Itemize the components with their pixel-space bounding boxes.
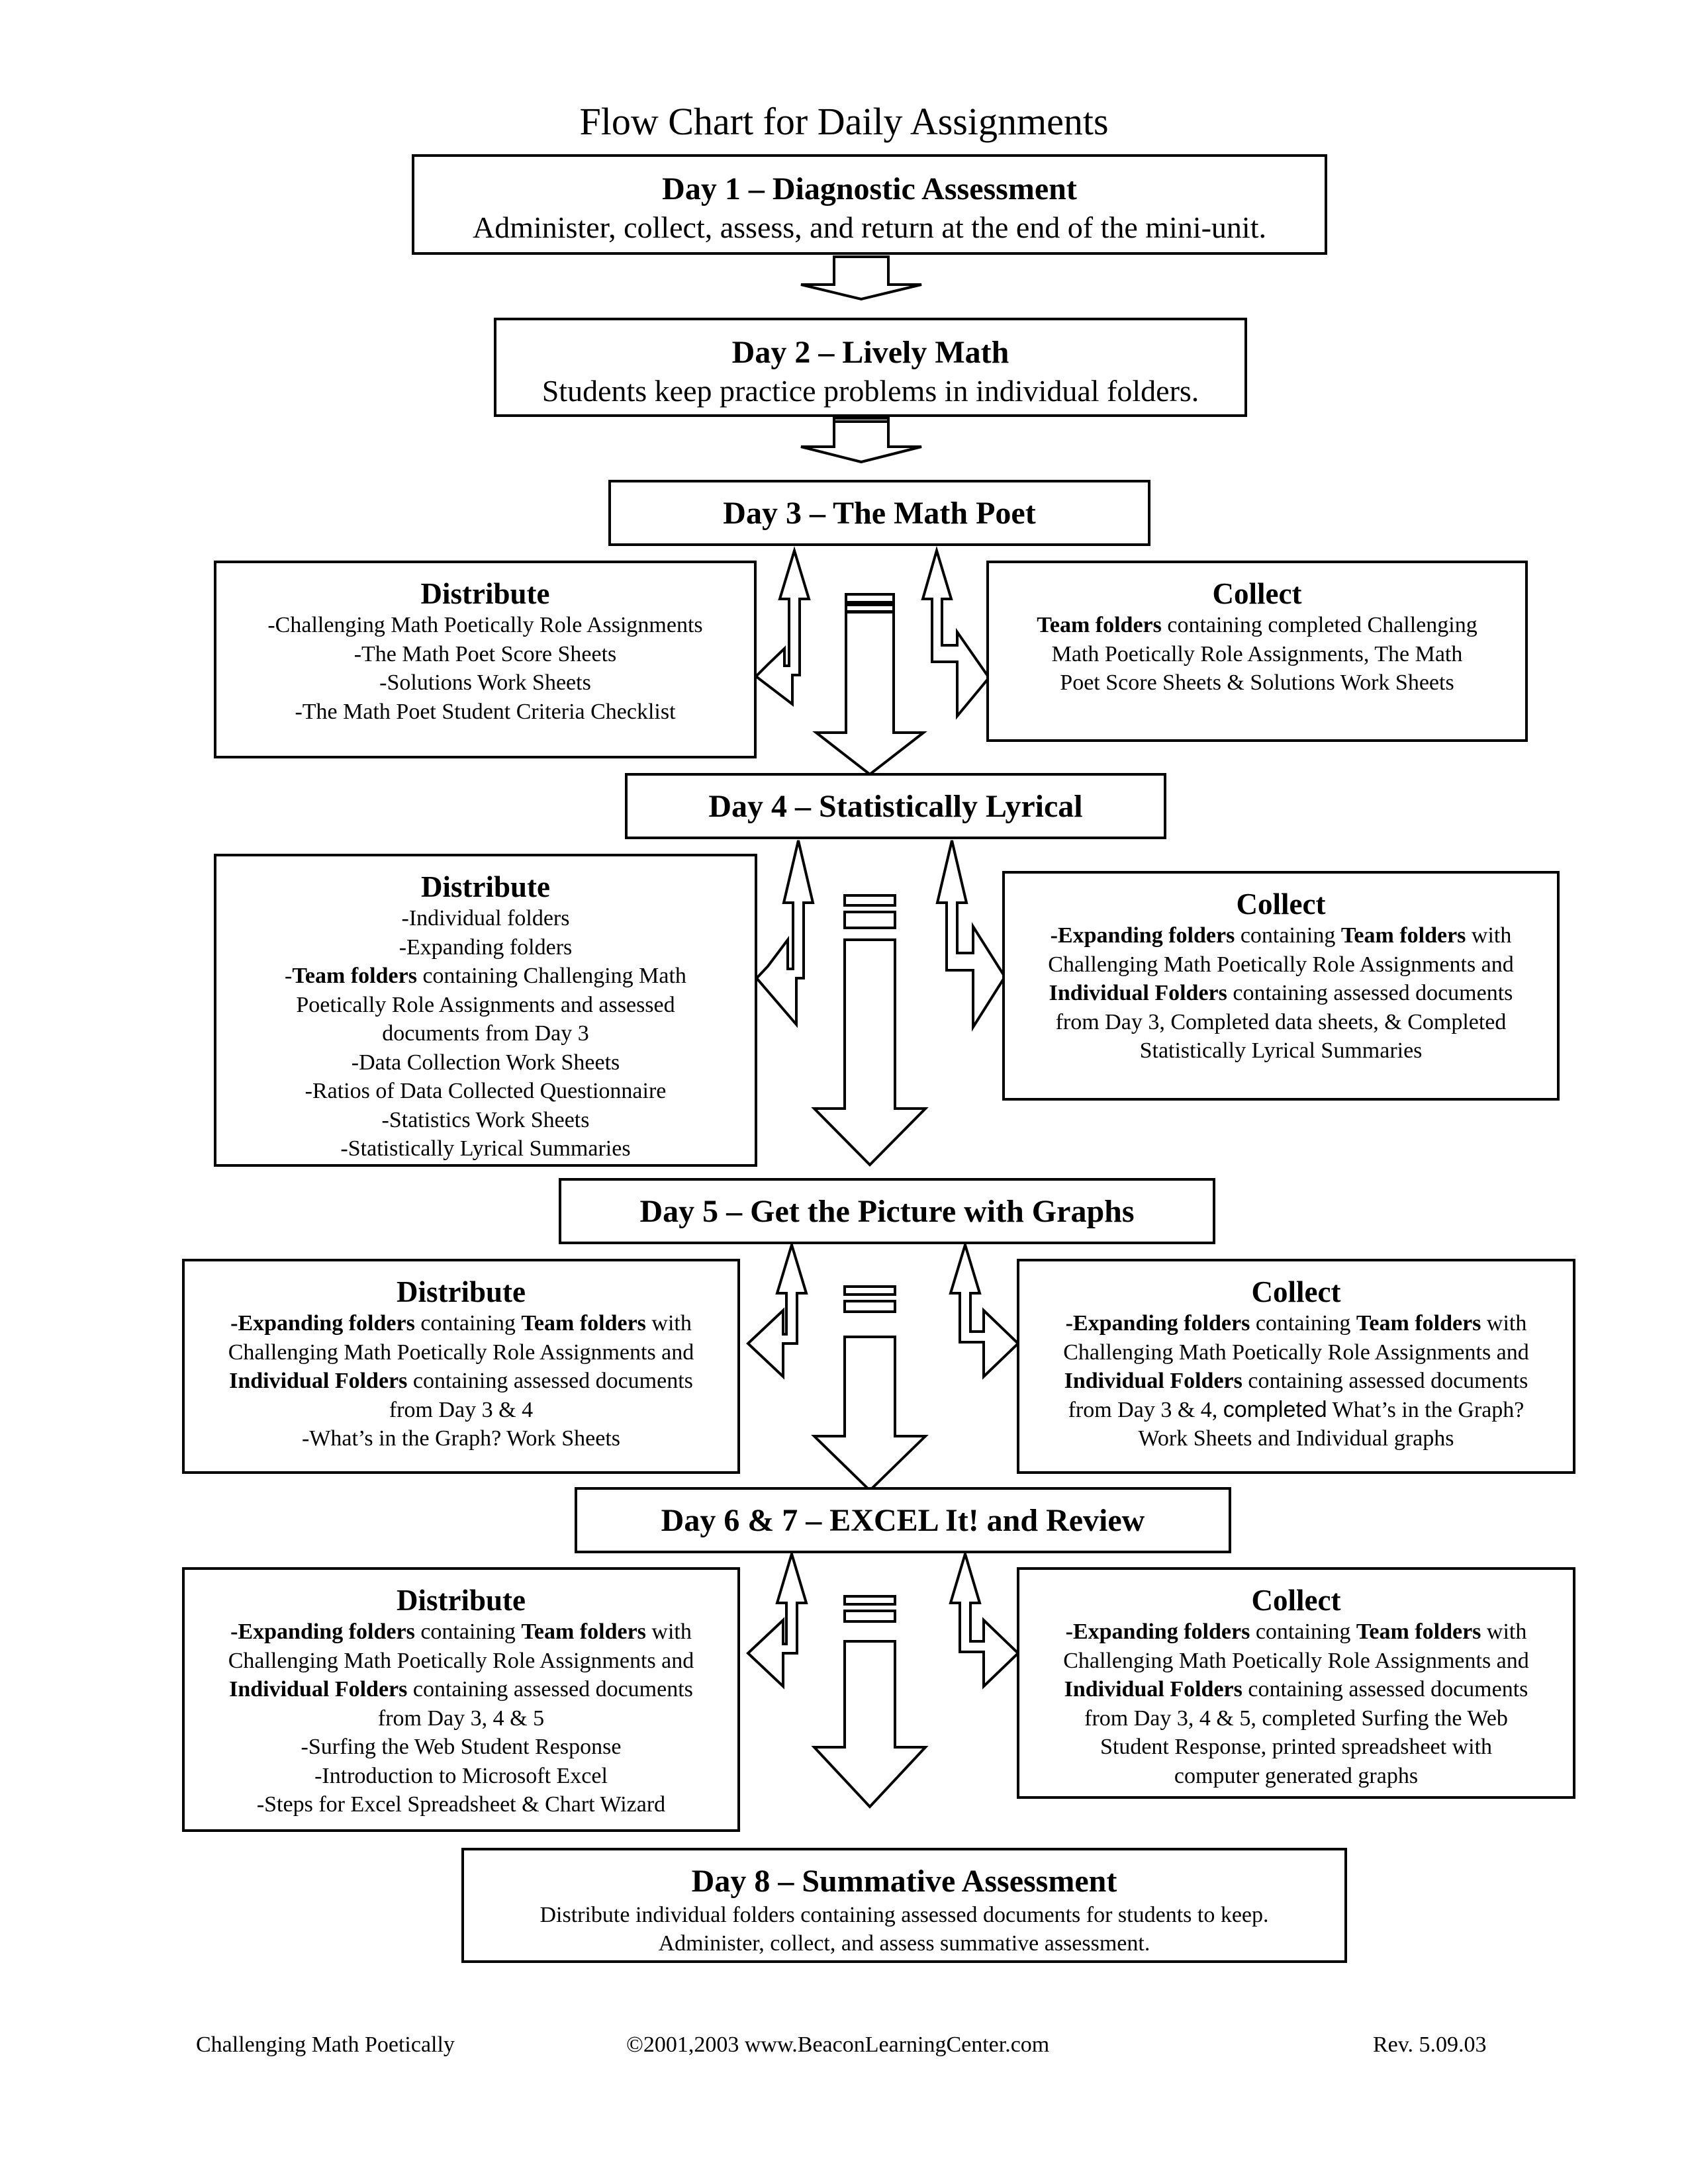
day67-collect-box [1017, 1567, 1575, 1799]
down-arrow-day4-day5 [814, 940, 925, 1165]
day4-distribute-box [214, 854, 757, 1167]
day5-distribute-box [182, 1259, 740, 1474]
day67-heading: Day 6 & 7 – EXCEL It! and Review [661, 1503, 1145, 1538]
day3-collect-line: Team folders containing completed Challenging [1037, 613, 1477, 637]
day67-distribute-heading: Distribute [397, 1584, 526, 1617]
day5-distribute-line: Individual Folders containing assessed documents [229, 1369, 693, 1393]
page-title: Flow Chart for Daily Assignments [579, 100, 1109, 143]
day67-distribute-line: from Day 3, 4 & 5 [377, 1706, 545, 1731]
day5-distribute-line: Challenging Math Poetically Role Assignments and [228, 1340, 694, 1365]
day3-collect-line: Poet Score Sheets & Solutions Work Sheets [1060, 670, 1454, 695]
day3-box [608, 480, 1150, 546]
day67-box [575, 1487, 1231, 1553]
day67-distribute-line: Individual Folders containing assessed documents [229, 1677, 693, 1702]
day3-collect-box [986, 561, 1528, 742]
day4-heading: Day 4 – Statistically Lyrical [708, 789, 1083, 824]
day3-distribute-item: -The Math Poet Score Sheets [353, 641, 617, 666]
day8-line: Distribute individual folders containing assessed documents for students to keep. [539, 1903, 1269, 1927]
day67-distribute-line: -Expanding folders containing Team folders with [230, 1619, 692, 1644]
day67-distribute-box [182, 1567, 740, 1832]
day67-collect-heading: Collect [1251, 1584, 1341, 1617]
day3-collect-line: Math Poetically Role Assignments, The Math [1051, 641, 1463, 666]
day5-collect-line: Individual Folders containing assessed documents [1064, 1369, 1528, 1393]
day5-distribute-heading: Distribute [397, 1275, 526, 1308]
day4-box [625, 773, 1166, 839]
day8-line: Administer, collect, and assess summative assessment. [658, 1931, 1150, 1956]
day3-distribute-box [214, 561, 757, 758]
day67-collect-line: from Day 3, 4 & 5, completed Surfing the Web [1084, 1706, 1508, 1731]
day4-distribute-item: documents from Day 3 [382, 1021, 589, 1046]
day5-collect-heading: Collect [1251, 1275, 1341, 1308]
day3-distribute-heading: Distribute [420, 577, 550, 610]
day5-collect-line: -Expanding folders containing Team folders with [1065, 1311, 1527, 1336]
day5-collect-line: Challenging Math Poetically Role Assignments and [1063, 1340, 1529, 1365]
down-arrow-day3-day4 [816, 612, 923, 774]
day4-distribute-item: Poetically Role Assignments and assessed [296, 992, 675, 1017]
connector-left-day3 [756, 551, 809, 704]
down-arrow-day67-day8 [814, 1641, 925, 1807]
day4-distribute-heading: Distribute [421, 870, 550, 903]
day5-distribute-line: -Expanding folders containing Team folders with [230, 1311, 692, 1336]
day67-distribute-line: -Steps for Excel Spreadsheet & Chart Wizard [256, 1792, 666, 1817]
day2-heading: Day 2 – Lively Math [731, 335, 1009, 370]
down-arrow-day1-day2 [801, 257, 921, 299]
day5-distribute-line: from Day 3 & 4 [389, 1397, 534, 1422]
day67-distribute-line: -Surfing the Web Student Response [301, 1735, 622, 1759]
connector-left-day5 [748, 1245, 806, 1377]
day4-collect-line: Individual Folders containing assessed documents [1049, 981, 1513, 1005]
day4-distribute-item: -Expanding folders [399, 934, 573, 960]
day67-collect-line: Challenging Math Poetically Role Assignments and [1063, 1648, 1529, 1673]
day67-collect-line: -Expanding folders containing Team folders with [1065, 1619, 1527, 1644]
connector-left-day4 [757, 841, 813, 1024]
day4-collect-line: Challenging Math Poetically Role Assignments and [1048, 952, 1514, 977]
day67-distribute-line: -Introduction to Microsoft Excel [314, 1763, 608, 1788]
connector-right-day3 [923, 551, 989, 716]
day4-distribute-item: -Data Collection Work Sheets [351, 1050, 620, 1075]
day1-heading: Day 1 – Diagnostic Assessment [662, 171, 1077, 206]
day67-distribute-line: Challenging Math Poetically Role Assignments and [228, 1648, 694, 1673]
day3-collect-heading: Collect [1212, 577, 1302, 610]
day5-collect-line: from Day 3 & 4, completed What’s in the Graph? [1068, 1396, 1524, 1422]
day4-distribute-item: -Team folders containing Challenging Math [285, 964, 686, 988]
day4-distribute-item: -Statistically Lyrical Summaries [340, 1136, 631, 1161]
connector-right-day5 [951, 1245, 1018, 1377]
connector-left-day67 [748, 1554, 806, 1686]
day67-collect-line: Individual Folders containing assessed documents [1064, 1677, 1528, 1702]
day5-heading: Day 5 – Get the Picture with Graphs [639, 1194, 1135, 1229]
day67-collect-line: Student Response, printed spreadsheet with [1100, 1735, 1493, 1759]
day4-distribute-item: -Ratios of Data Collected Questionnaire [305, 1079, 667, 1103]
down-arrow-day2-day3 [801, 418, 921, 462]
connector-right-day4 [937, 841, 1005, 1027]
day5-box [559, 1178, 1215, 1244]
day8-box [461, 1848, 1347, 1963]
day4-collect-line: -Expanding folders containing Team folders with [1050, 923, 1512, 948]
footer-right: Rev. 5.09.03 [1373, 2032, 1487, 2057]
footer-center: ©2001,2003 www.BeaconLearningCenter.com [626, 2032, 1050, 2057]
day1-text: Administer, collect, assess, and return at the end of the mini-unit. [473, 210, 1266, 244]
team-folders-label: Team folders [1037, 613, 1162, 637]
day67-collect-line: computer generated graphs [1174, 1763, 1419, 1788]
connector-right-day67 [951, 1554, 1018, 1686]
day5-collect-box [1017, 1259, 1575, 1474]
day2-text: Students keep practice problems in individual folders. [541, 374, 1199, 408]
day3-distribute-item: -The Math Poet Student Criteria Checklist [295, 699, 676, 724]
day4-collect-line: Statistically Lyrical Summaries [1139, 1038, 1423, 1063]
day5-collect-line: Work Sheets and Individual graphs [1138, 1426, 1454, 1451]
down-arrow-day5-day67 [814, 1337, 925, 1490]
day4-collect-heading: Collect [1236, 887, 1326, 921]
day4-collect-line: from Day 3, Completed data sheets, & Completed [1055, 1009, 1507, 1034]
day5-distribute-line: -What’s in the Graph? Work Sheets [301, 1426, 620, 1451]
day4-distribute-item: -Individual folders [401, 906, 570, 931]
day8-heading: Day 8 – Summative Assessment [691, 1864, 1117, 1899]
day3-distribute-item: -Challenging Math Poetically Role Assignments [267, 613, 703, 637]
day2-box [494, 318, 1247, 417]
day3-distribute-item: -Solutions Work Sheets [379, 670, 591, 695]
day4-collect-box [1002, 871, 1560, 1101]
day1-box [412, 154, 1327, 255]
footer-left: Challenging Math Poetically [196, 2032, 455, 2057]
day4-distribute-item: -Statistics Work Sheets [381, 1107, 590, 1132]
day3-heading: Day 3 – The Math Poet [723, 496, 1036, 531]
